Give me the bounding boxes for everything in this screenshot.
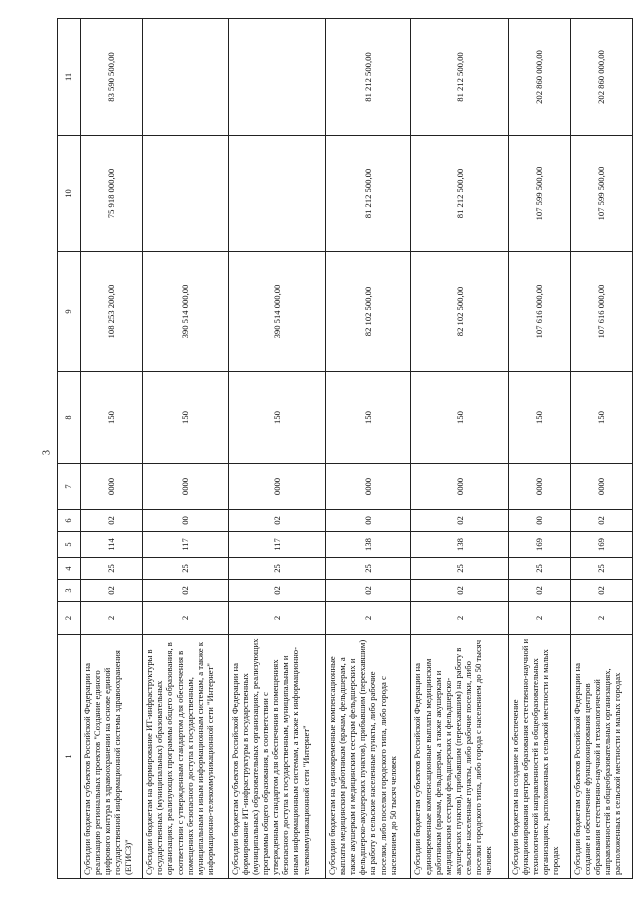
code-article: 117 <box>228 532 325 558</box>
table-row <box>508 19 570 879</box>
code-group: 02 <box>325 580 411 602</box>
code-admin: 2 <box>570 602 632 635</box>
rotated-page-content <box>57 19 633 879</box>
code-article: 169 <box>508 532 570 558</box>
column-number: 4 <box>58 558 81 580</box>
code-article: 138 <box>411 532 508 558</box>
amount-year-1: 108 253 200,00 <box>81 252 143 372</box>
amount-year-1: 107 616 000,00 <box>570 252 632 372</box>
column-number: 6 <box>58 510 81 532</box>
code-classification: 150 <box>81 372 143 464</box>
code-group: 02 <box>508 580 570 602</box>
code-admin: 2 <box>411 602 508 635</box>
subsidy-name: Субсидии бюджетам субъектов Российской Федерации на единовременные компенсационные выплаты медицинским работникам (врачам, фельдшерам, а также акушеркам и медицинским сестрам фельдшерских и фельдшерско-акушерских пунктов), прибывшим (переехавшим) на работу в сельские населенные пункты, либо рабочие поселки, либо поселки городского типа, либо города с населением до 50 тысяч человек <box>411 635 508 879</box>
column-number: 7 <box>58 464 81 510</box>
column-number: 10 <box>58 136 81 252</box>
column-number: 3 <box>58 580 81 602</box>
subsidy-name: Субсидии бюджетам субъектов Российской Федерации на реализацию региональных проектов "Создание единого цифрового контура в здравоохранении на основе единой государственной информационной системы здравоохранения (ЕГИСЗ)" <box>81 635 143 879</box>
code-subarticle: 00 <box>143 510 229 532</box>
amount-year-2: 107 599 500,00 <box>508 136 570 252</box>
amount-year-3: 81 212 500,00 <box>325 19 411 136</box>
code-classification: 150 <box>228 372 325 464</box>
code-classification: 150 <box>143 372 229 464</box>
code-classification: 150 <box>508 372 570 464</box>
amount-year-3 <box>143 19 229 136</box>
column-number: 8 <box>58 372 81 464</box>
code-element: 0000 <box>411 464 508 510</box>
amount-year-3: 83 590 500,00 <box>81 19 143 136</box>
code-classification: 150 <box>411 372 508 464</box>
code-group: 02 <box>81 580 143 602</box>
amount-year-1: 82 102 500,00 <box>325 252 411 372</box>
code-article: 169 <box>570 532 632 558</box>
code-subgroup: 25 <box>143 558 229 580</box>
amount-year-2: 107 599 500,00 <box>570 136 632 252</box>
code-element: 0000 <box>508 464 570 510</box>
amount-year-3: 202 860 000,00 <box>508 19 570 136</box>
column-number-row <box>58 19 81 879</box>
code-element: 0000 <box>325 464 411 510</box>
code-subgroup: 25 <box>411 558 508 580</box>
column-number: 5 <box>58 532 81 558</box>
subsidy-name: Субсидии бюджетам субъектов Российской Федерации на формирование ИТ-инфраструктуры в государственных (муниципальных) образовательных организациях, реализующих программы общего образования, в соответствии с утвержденным стандартом для обеспечения в помещениях безопасного доступа к государственным, муниципальным и иным информационным системам, а также к информационно-телекоммуникационной сети "Интернет" <box>228 635 325 879</box>
table-row <box>228 19 325 879</box>
code-subarticle: 02 <box>81 510 143 532</box>
amount-year-1: 82 102 500,00 <box>411 252 508 372</box>
amount-year-3: 202 860 000,00 <box>570 19 632 136</box>
subsidy-name: Субсидии бюджетам на создание и обеспечение функционирования центров образования естественно-научной и технологической направленностей в общеобразовательных организациях, расположенных в сельской местности и малых городах <box>508 635 570 879</box>
code-element: 0000 <box>81 464 143 510</box>
page-number: 3 <box>41 450 53 455</box>
code-admin: 2 <box>81 602 143 635</box>
table-row <box>325 19 411 879</box>
code-subarticle: 02 <box>570 510 632 532</box>
column-number: 1 <box>58 635 81 879</box>
budget-table <box>57 18 633 879</box>
code-article: 117 <box>143 532 229 558</box>
code-element: 0000 <box>570 464 632 510</box>
amount-year-3: 81 212 500,00 <box>411 19 508 136</box>
table-row <box>143 19 229 879</box>
code-subgroup: 25 <box>228 558 325 580</box>
code-subarticle: 00 <box>325 510 411 532</box>
column-number: 9 <box>58 252 81 372</box>
code-group: 02 <box>228 580 325 602</box>
column-number: 11 <box>58 19 81 136</box>
code-admin: 2 <box>325 602 411 635</box>
subsidy-name: Субсидии бюджетам на формирование ИТ-инфраструктуры в государственных (муниципальных) образовательных организациях, реализующих программы общего образования, в соответствии с утвержденным стандартом для обеспечения в помещениях безопасного доступа к государственным, муниципальным и иным информационным системам, а также к информационно-телекоммуникационной сети "Интернет" <box>143 635 229 879</box>
amount-year-2 <box>228 136 325 252</box>
column-number: 2 <box>58 602 81 635</box>
amount-year-2: 75 918 000,00 <box>81 136 143 252</box>
code-admin: 2 <box>143 602 229 635</box>
code-subarticle: 02 <box>411 510 508 532</box>
code-admin: 2 <box>508 602 570 635</box>
code-element: 0000 <box>228 464 325 510</box>
amount-year-2: 81 212 500,00 <box>325 136 411 252</box>
amount-year-3 <box>228 19 325 136</box>
table-row <box>570 19 632 879</box>
code-article: 138 <box>325 532 411 558</box>
amount-year-1: 107 616 000,00 <box>508 252 570 372</box>
code-group: 02 <box>143 580 229 602</box>
code-group: 02 <box>411 580 508 602</box>
amount-year-1: 390 514 000,00 <box>143 252 229 372</box>
code-group: 02 <box>570 580 632 602</box>
code-subgroup: 25 <box>508 558 570 580</box>
amount-year-2 <box>143 136 229 252</box>
table-row <box>81 19 143 879</box>
subsidy-name: Субсидии бюджетам на единовременные компенсационные выплаты медицинским работникам (врачам, фельдшерам, а также акушеркам и медицинским сестрам фельдшерских и фельдшерско-акушерских пунктов), прибывшим (переехавшим) на работу в сельские населенные пункты, либо рабочие поселки, либо поселки городского типа, либо города с населением до 50 тысяч человек <box>325 635 411 879</box>
amount-year-1: 390 514 000,00 <box>228 252 325 372</box>
code-subgroup: 25 <box>81 558 143 580</box>
code-element: 0000 <box>143 464 229 510</box>
code-article: 114 <box>81 532 143 558</box>
code-subarticle: 00 <box>508 510 570 532</box>
code-subgroup: 25 <box>570 558 632 580</box>
code-classification: 150 <box>325 372 411 464</box>
table-row <box>411 19 508 879</box>
code-subgroup: 25 <box>325 558 411 580</box>
code-classification: 150 <box>570 372 632 464</box>
code-admin: 2 <box>228 602 325 635</box>
amount-year-2: 81 212 500,00 <box>411 136 508 252</box>
code-subarticle: 02 <box>228 510 325 532</box>
subsidy-name: Субсидии бюджетам субъектов Российской Федерации на создание и обеспечение функционирования центров образования естественно-научной и технологической направленностей в общеобразовательных организациях, расположенных в сельской местности и малых городах <box>570 635 632 879</box>
